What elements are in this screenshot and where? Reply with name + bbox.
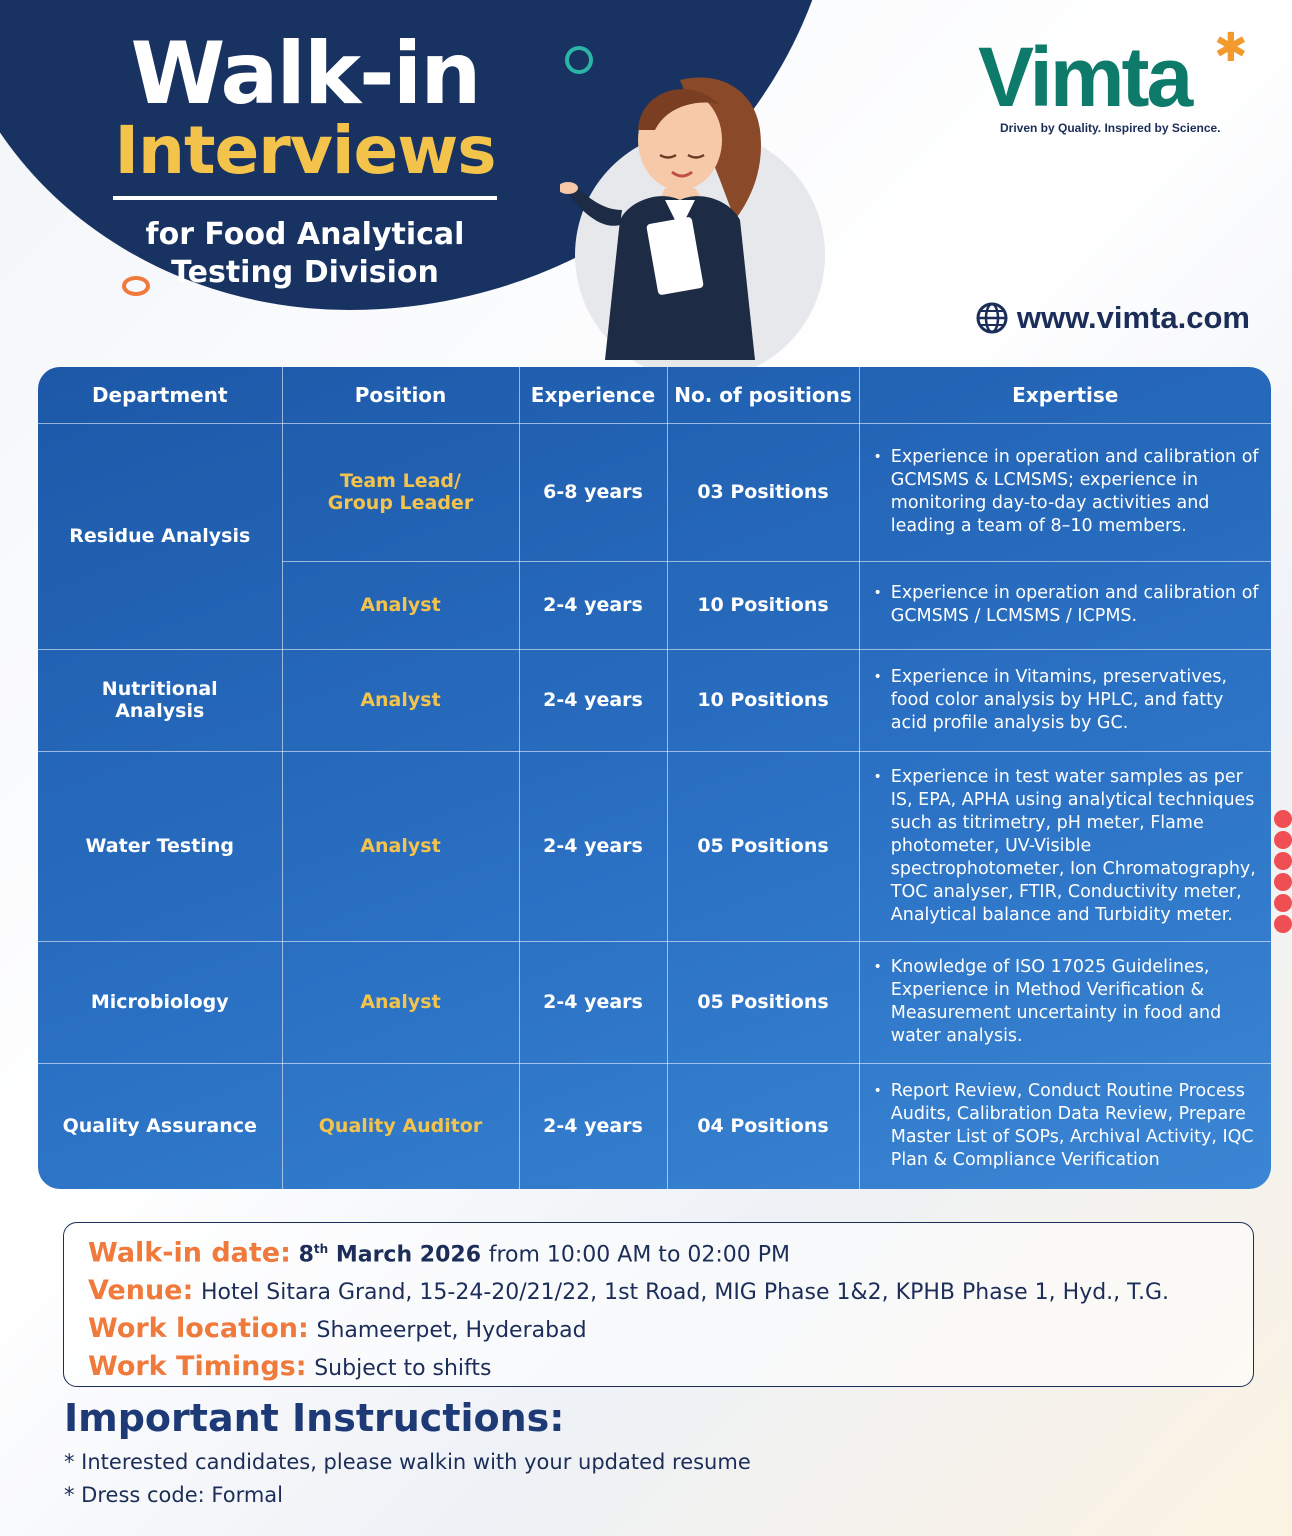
experience-cell: 2-4 years <box>519 1063 667 1189</box>
bullet-icon: • <box>873 959 882 975</box>
table-row <box>38 941 1271 1063</box>
position-cell: Quality Auditor <box>282 1063 519 1189</box>
expertise-text: Experience in operation and calibration of GCMSMS & LCMSMS; experience in monitoring day-to-day activities and leading a team of 8–10 members. <box>890 447 1259 536</box>
experience-cell: 2-4 years <box>519 561 667 649</box>
expertise-cell <box>859 649 1271 751</box>
bullet-icon: • <box>873 668 882 685</box>
venue-line <box>88 1273 1253 1311</box>
title-divider <box>113 196 497 200</box>
header-no-of-positions: No. of positions <box>667 367 859 423</box>
header-experience: Experience <box>519 367 667 423</box>
expertise-text: Experience in Vitamins, preservatives, food color analysis by HPLC, and fatty acid profile analysis by GC. <box>890 666 1228 733</box>
title-interviews: Interviews <box>114 112 496 189</box>
venue-label: Venue: <box>88 1275 194 1307</box>
position-cell <box>282 423 519 561</box>
positions-count-cell: 05 Positions <box>667 751 859 941</box>
expertise-cell <box>859 751 1271 941</box>
logo-wordmark: Vimta <box>978 30 1191 124</box>
position-text: Team Lead/ Group Leader <box>327 470 474 514</box>
experience-cell: 2-4 years <box>519 751 667 941</box>
bullet-icon: • <box>873 585 882 601</box>
logo-star-icon: ✱ <box>1214 25 1248 71</box>
expertise-text: Report Review, Conduct Routine Process Audits, Calibration Data Review, Prepare Master List of SOPs, Archival Activity, IQC Plan & Compliance Verification <box>890 1081 1254 1171</box>
department-cell: Water Testing <box>38 751 282 941</box>
positions-count-cell: 03 Positions <box>667 423 859 561</box>
table-row <box>38 423 1271 561</box>
table-row <box>38 649 1271 751</box>
table-header-row <box>38 367 1271 423</box>
positions-count-cell: 10 Positions <box>667 561 859 649</box>
expertise-text: Knowledge of ISO 17025 Guidelines, Experience in Method Verification & Measurement uncertainty in food and water analysis. <box>890 957 1222 1046</box>
bullet-icon: • <box>873 768 882 785</box>
date-month-year: March 2026 <box>335 1242 482 1268</box>
location-value: Shameerpet, Hyderabad <box>316 1318 587 1344</box>
woman-illustration <box>560 60 800 370</box>
vimta-logo <box>978 25 1258 135</box>
expertise-text: Experience in operation and calibration of GCMSMS / LCMSMS / ICPMS. <box>890 583 1259 626</box>
venue-value: Hotel Sitara Grand, 15-24-20/21/22, 1st Road, MIG Phase 1&2, KPHB Phase 1, Hyd., T.G. <box>200 1280 1170 1306</box>
instructions-title: Important Instructions: <box>64 1396 565 1440</box>
department-cell <box>38 649 282 751</box>
bullet-icon: • <box>873 1083 882 1100</box>
website-link[interactable] <box>975 300 1250 336</box>
expertise-cell <box>859 561 1271 649</box>
orange-ring-decoration <box>122 276 150 296</box>
timings-value: Subject to shifts <box>314 1356 492 1382</box>
date-time: from 10:00 AM to 02:00 PM <box>488 1242 791 1268</box>
subtitle-line2: Testing Division <box>171 255 439 290</box>
work-timings-line <box>88 1349 1253 1387</box>
expertise-text: Experience in test water samples as per IS, EPA, APHA using analytical techniques such as titrimetry, pH meter, Flame photometer, UV-Visible spectrophotometer, Ion Chromatography, TOC analyser, FTIR, Conductivity meter, Analytical balance and Turbidity meter. <box>890 766 1256 925</box>
department-text: Nutritional Analysis <box>101 678 218 722</box>
expertise-cell <box>859 1063 1271 1189</box>
department-cell: Residue Analysis <box>38 423 282 649</box>
header-expertise: Expertise <box>859 367 1271 423</box>
logo-tagline: Driven by Quality. Inspired by Science. <box>1000 121 1221 135</box>
instructions-list <box>64 1446 751 1512</box>
list-item: * Interested candidates, please walkin with your updated resume <box>64 1450 751 1474</box>
walk-in-details-box <box>63 1222 1254 1387</box>
department-cell: Microbiology <box>38 941 282 1063</box>
experience-cell: 2-4 years <box>519 649 667 751</box>
header-position: Position <box>282 367 519 423</box>
expertise-cell <box>859 423 1271 561</box>
positions-count-cell: 10 Positions <box>667 649 859 751</box>
position-cell: Analyst <box>282 649 519 751</box>
globe-icon <box>975 301 1009 335</box>
positions-count-cell: 04 Positions <box>667 1063 859 1189</box>
website-url: www.vimta.com <box>1016 300 1250 335</box>
work-location-line <box>88 1311 1253 1349</box>
date-label: Walk-in date: <box>88 1237 291 1269</box>
department-cell: Quality Assurance <box>38 1063 282 1189</box>
walk-in-date-line <box>88 1231 1253 1273</box>
position-cell: Analyst <box>282 561 519 649</box>
date-suffix: th <box>313 1242 329 1256</box>
dot-decoration <box>1274 810 1292 936</box>
header-department: Department <box>38 367 282 423</box>
date-day: 8 <box>298 1242 314 1268</box>
table-row <box>38 751 1271 941</box>
list-item: * Dress code: Formal <box>64 1483 283 1507</box>
table-row <box>38 1063 1271 1189</box>
experience-cell: 2-4 years <box>519 941 667 1063</box>
position-cell: Analyst <box>282 941 519 1063</box>
timings-label: Work Timings: <box>88 1351 307 1383</box>
title-walk-in: Walk-in <box>130 24 480 124</box>
positions-count-cell: 05 Positions <box>667 941 859 1063</box>
subtitle-line1: for Food Analytical <box>145 217 465 252</box>
title-block <box>90 24 520 292</box>
experience-cell: 6-8 years <box>519 423 667 561</box>
position-cell: Analyst <box>282 751 519 941</box>
location-label: Work location: <box>88 1313 309 1345</box>
expertise-cell <box>859 941 1271 1063</box>
bullet-icon: • <box>873 449 882 465</box>
positions-table <box>38 367 1271 1189</box>
